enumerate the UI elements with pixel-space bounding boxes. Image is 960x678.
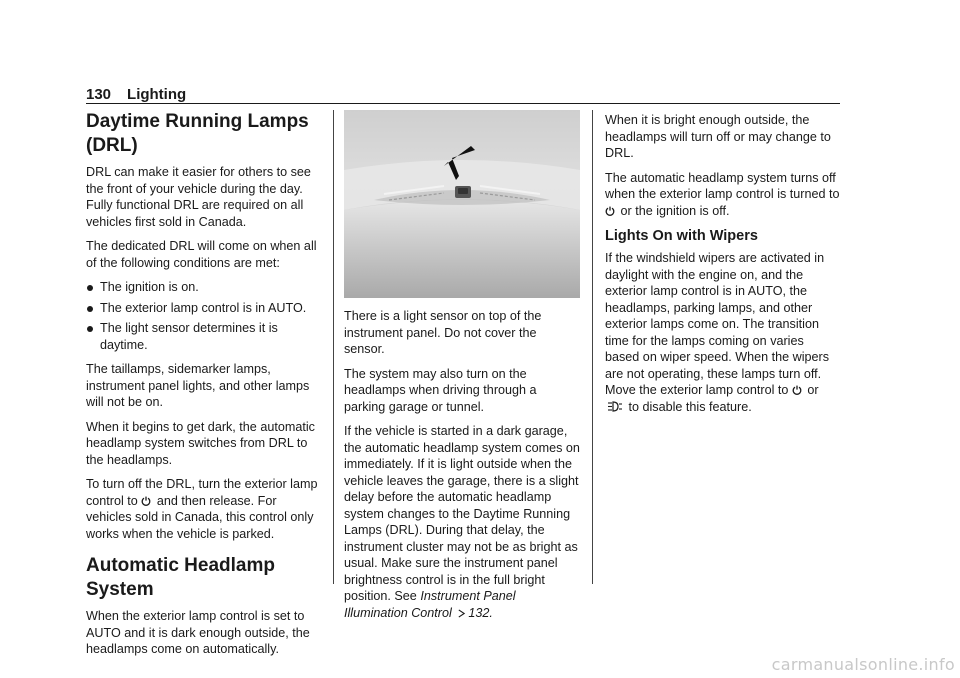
heading-lights-on-wipers: Lights On with Wipers <box>605 228 758 244</box>
bullet-icon <box>87 326 93 332</box>
column-middle <box>344 110 580 629</box>
paragraph: If the windshield wipers are activated in daylight with the engine on, and the exterior lamp control is in AUTO, the headlamps, parking lamps, and other exterior lamps come on. The transition time for the lamps coming on varies based on wiper speed. When the wipers are not operating, these lamps turn off. Move the exterior lamp control to or to disable this feature. <box>605 251 830 414</box>
bullet-icon <box>87 306 93 312</box>
page-header <box>86 84 840 104</box>
column-divider <box>333 110 334 584</box>
drl-icon <box>607 401 623 412</box>
list-item: The exterior lamp control is in AUTO. <box>86 300 322 317</box>
light-sensor-photo <box>344 110 580 298</box>
section-name: Lighting <box>127 85 187 103</box>
paragraph: When the exterior lamp control is set to AUTO and it is dark enough outside, the headlamps come on automatically. <box>86 609 310 656</box>
paragraph: DRL can make it easier for others to see the front of your vehicle during the day. Fully functional DRL are required on all vehicles first sold in Canada. <box>86 165 311 229</box>
cross-reference-link[interactable]: Instrument Panel Illumination Control <box>344 589 516 620</box>
xref-arrow-icon <box>457 609 466 618</box>
paragraph: There is a light sensor on top of the instrument panel. Do not cover the sensor. <box>344 309 542 356</box>
power-icon <box>605 206 615 216</box>
page-number: 130 <box>86 85 112 103</box>
bullet-icon <box>87 285 93 291</box>
header-rule <box>86 103 840 104</box>
paragraph: The system may also turn on the headlamps when driving through a parking garage or tunnel. <box>344 366 537 414</box>
column-right <box>605 112 841 423</box>
column-divider <box>592 110 593 584</box>
power-icon <box>141 496 151 506</box>
paragraph: To turn off the DRL, turn the exterior lamp control to and then release. For vehicles sold in Canada, this control only works when the vehicle is parked. <box>86 477 318 541</box>
heading-drl: Daytime Running Lamps (DRL) <box>86 111 309 156</box>
paragraph: When it is bright enough outside, the headlamps will turn off or may change to DRL. <box>605 113 831 160</box>
paragraph: The dedicated DRL will come on when all of the following conditions are met: <box>86 239 317 270</box>
paragraph: If the vehicle is started in a dark garage, the automatic headlamp system comes on immediately. If it is light outside when the vehicle leaves the garage, there is a slight delay before the automatic headlamp system changes to the Daytime Running Lamps (DRL). During that delay, the instrument cluster may not be as bright as usual. Make sure the instrument panel brightness control is in the full bright position. See Instrument Panel Illumination Control 132. <box>344 424 580 620</box>
condition-list <box>86 279 322 353</box>
paragraph: The taillamps, sidemarker lamps, instrument panel lights, and other lamps will not be on. <box>86 362 310 409</box>
paragraph: The automatic headlamp system turns off when the exterior lamp control is turned to or the ignition is off. <box>605 170 840 218</box>
paragraph: When it begins to get dark, the automatic headlamp system switches from DRL to the headlamps. <box>86 419 315 467</box>
heading-auto-headlamp: Automatic Headlamp System <box>86 555 275 600</box>
power-icon <box>792 385 802 395</box>
list-item: The ignition is on. <box>86 279 322 296</box>
cross-reference-page[interactable]: 132. <box>468 605 493 620</box>
column-left <box>86 110 322 666</box>
watermark: carmanualsonline.info <box>771 655 955 674</box>
list-item: The light sensor determines it is daytime. <box>86 320 322 353</box>
